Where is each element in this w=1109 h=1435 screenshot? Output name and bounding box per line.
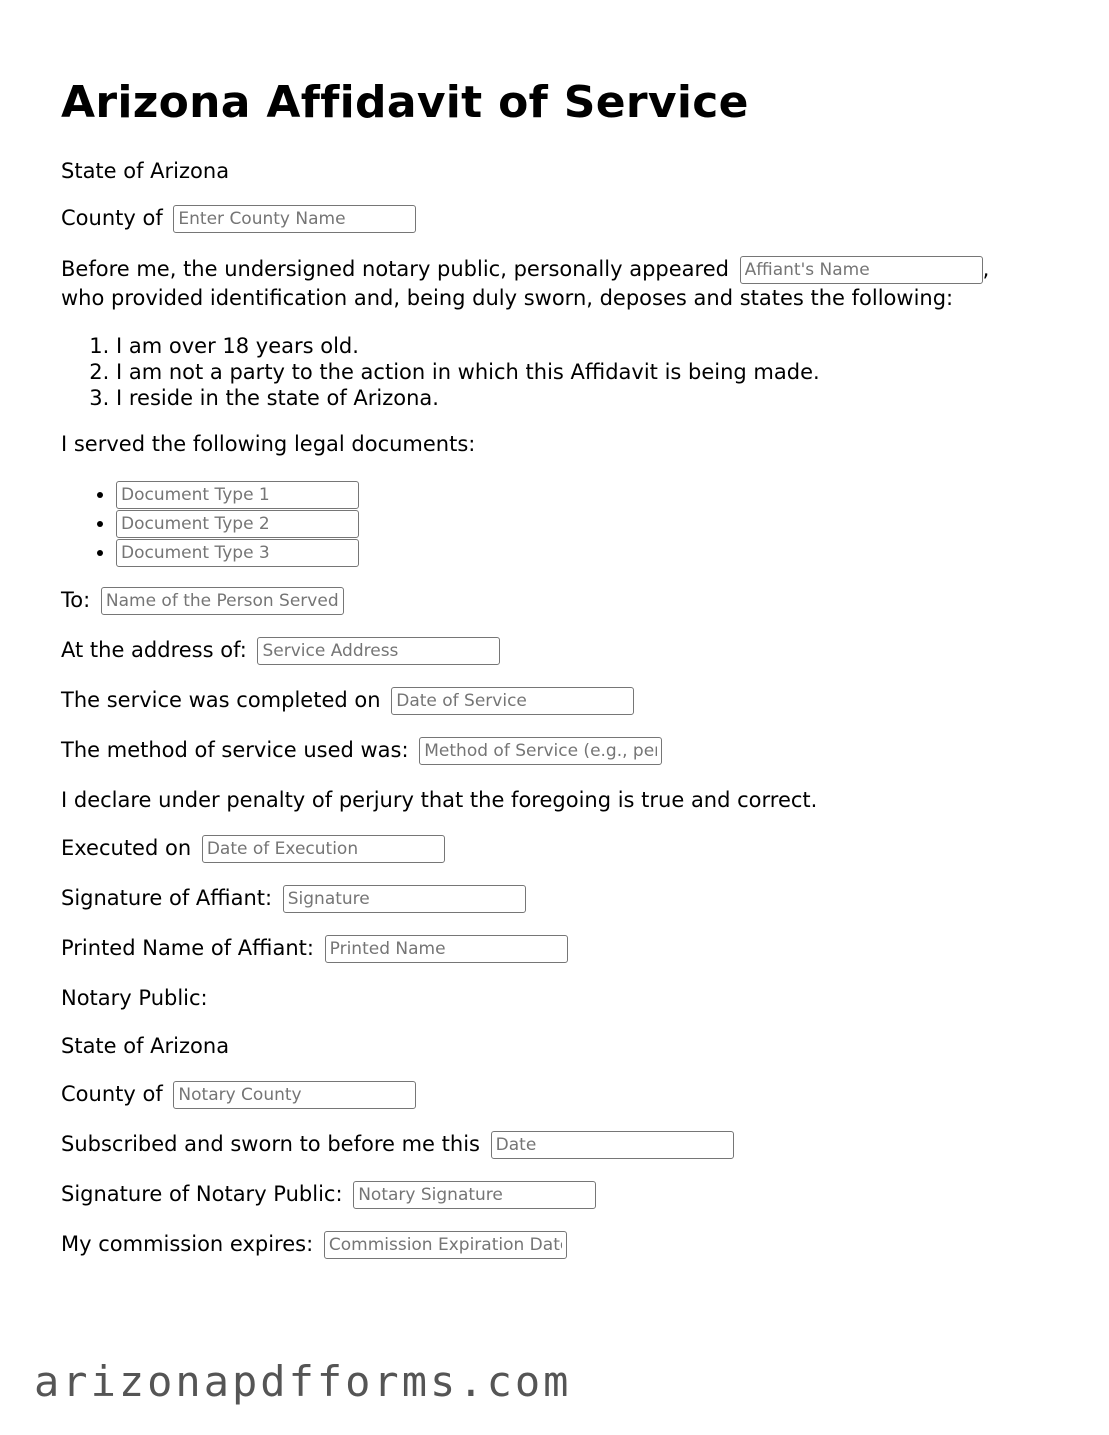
- notary-signature-label: Signature of Notary Public:: [61, 1182, 343, 1206]
- commission-expiration-input[interactable]: [324, 1231, 567, 1259]
- document-item: [116, 509, 359, 538]
- document-item: [116, 538, 359, 567]
- notary-county-input[interactable]: [173, 1081, 416, 1109]
- method-label: The method of service used was:: [61, 738, 409, 762]
- service-date-row: [61, 687, 634, 715]
- notary-county-label: County of: [61, 1082, 163, 1106]
- affiant-printed-name-input[interactable]: [325, 935, 568, 963]
- commission-row: [61, 1231, 567, 1259]
- statements-list: [61, 333, 820, 411]
- executed-label: Executed on: [61, 836, 192, 860]
- statement-item: 2. I am not a party to the action in which this Affidavit is being made.: [116, 359, 820, 385]
- notary-state-line: State of Arizona: [61, 1034, 230, 1058]
- appearance-text: Before me, the undersigned notary public, personally appeared: [61, 257, 729, 281]
- documents-list: [61, 480, 359, 567]
- document-type-3-input[interactable]: [116, 539, 359, 567]
- notary-signature-input[interactable]: [353, 1181, 596, 1209]
- appearance-line-2: who provided identification and, being duly sworn, deposes and states the following:: [61, 286, 954, 310]
- county-label: County of: [61, 206, 163, 230]
- address-row: [61, 637, 500, 665]
- affiant-printed-row: [61, 935, 568, 963]
- affiant-signature-input[interactable]: [283, 885, 526, 913]
- service-date-label: The service was completed on: [61, 688, 381, 712]
- method-of-service-input[interactable]: [419, 737, 662, 765]
- page-title: Arizona Affidavit of Service: [61, 77, 749, 128]
- document-type-2-input[interactable]: [116, 510, 359, 538]
- appearance-comma: ,: [982, 257, 990, 281]
- to-row: [61, 587, 344, 615]
- subscribed-row: [61, 1131, 734, 1159]
- person-served-input[interactable]: [101, 587, 344, 615]
- statement-item: 3. I reside in the state of Arizona.: [116, 385, 820, 411]
- site-watermark: arizonapdfforms.com: [34, 1357, 572, 1406]
- county-row: [61, 205, 416, 233]
- address-label: At the address of:: [61, 638, 247, 662]
- declaration-text: I declare under penalty of perjury that the foregoing is true and correct.: [61, 788, 818, 812]
- method-row: [61, 737, 662, 765]
- affiant-signature-row: [61, 885, 526, 913]
- document-type-1-input[interactable]: [116, 481, 359, 509]
- document-item: [116, 480, 359, 509]
- notary-county-row: [61, 1081, 416, 1109]
- execution-date-input[interactable]: [202, 835, 445, 863]
- documents-intro: I served the following legal documents:: [61, 432, 476, 456]
- notary-heading: Notary Public:: [61, 986, 208, 1010]
- appearance-line-1: [61, 256, 989, 284]
- subscribed-date-input[interactable]: [491, 1131, 734, 1159]
- statement-item: 1. I am over 18 years old.: [116, 333, 820, 359]
- service-address-input[interactable]: [257, 637, 500, 665]
- commission-label: My commission expires:: [61, 1232, 314, 1256]
- county-input[interactable]: [173, 205, 416, 233]
- affiant-printed-label: Printed Name of Affiant:: [61, 936, 314, 960]
- subscribed-label: Subscribed and sworn to before me this: [61, 1132, 480, 1156]
- state-line: State of Arizona: [61, 159, 230, 183]
- service-date-input[interactable]: [391, 687, 634, 715]
- executed-row: [61, 835, 445, 863]
- affiant-signature-label: Signature of Affiant:: [61, 886, 273, 910]
- to-label: To:: [61, 588, 91, 612]
- affiant-name-input[interactable]: [740, 256, 983, 284]
- notary-signature-row: [61, 1181, 596, 1209]
